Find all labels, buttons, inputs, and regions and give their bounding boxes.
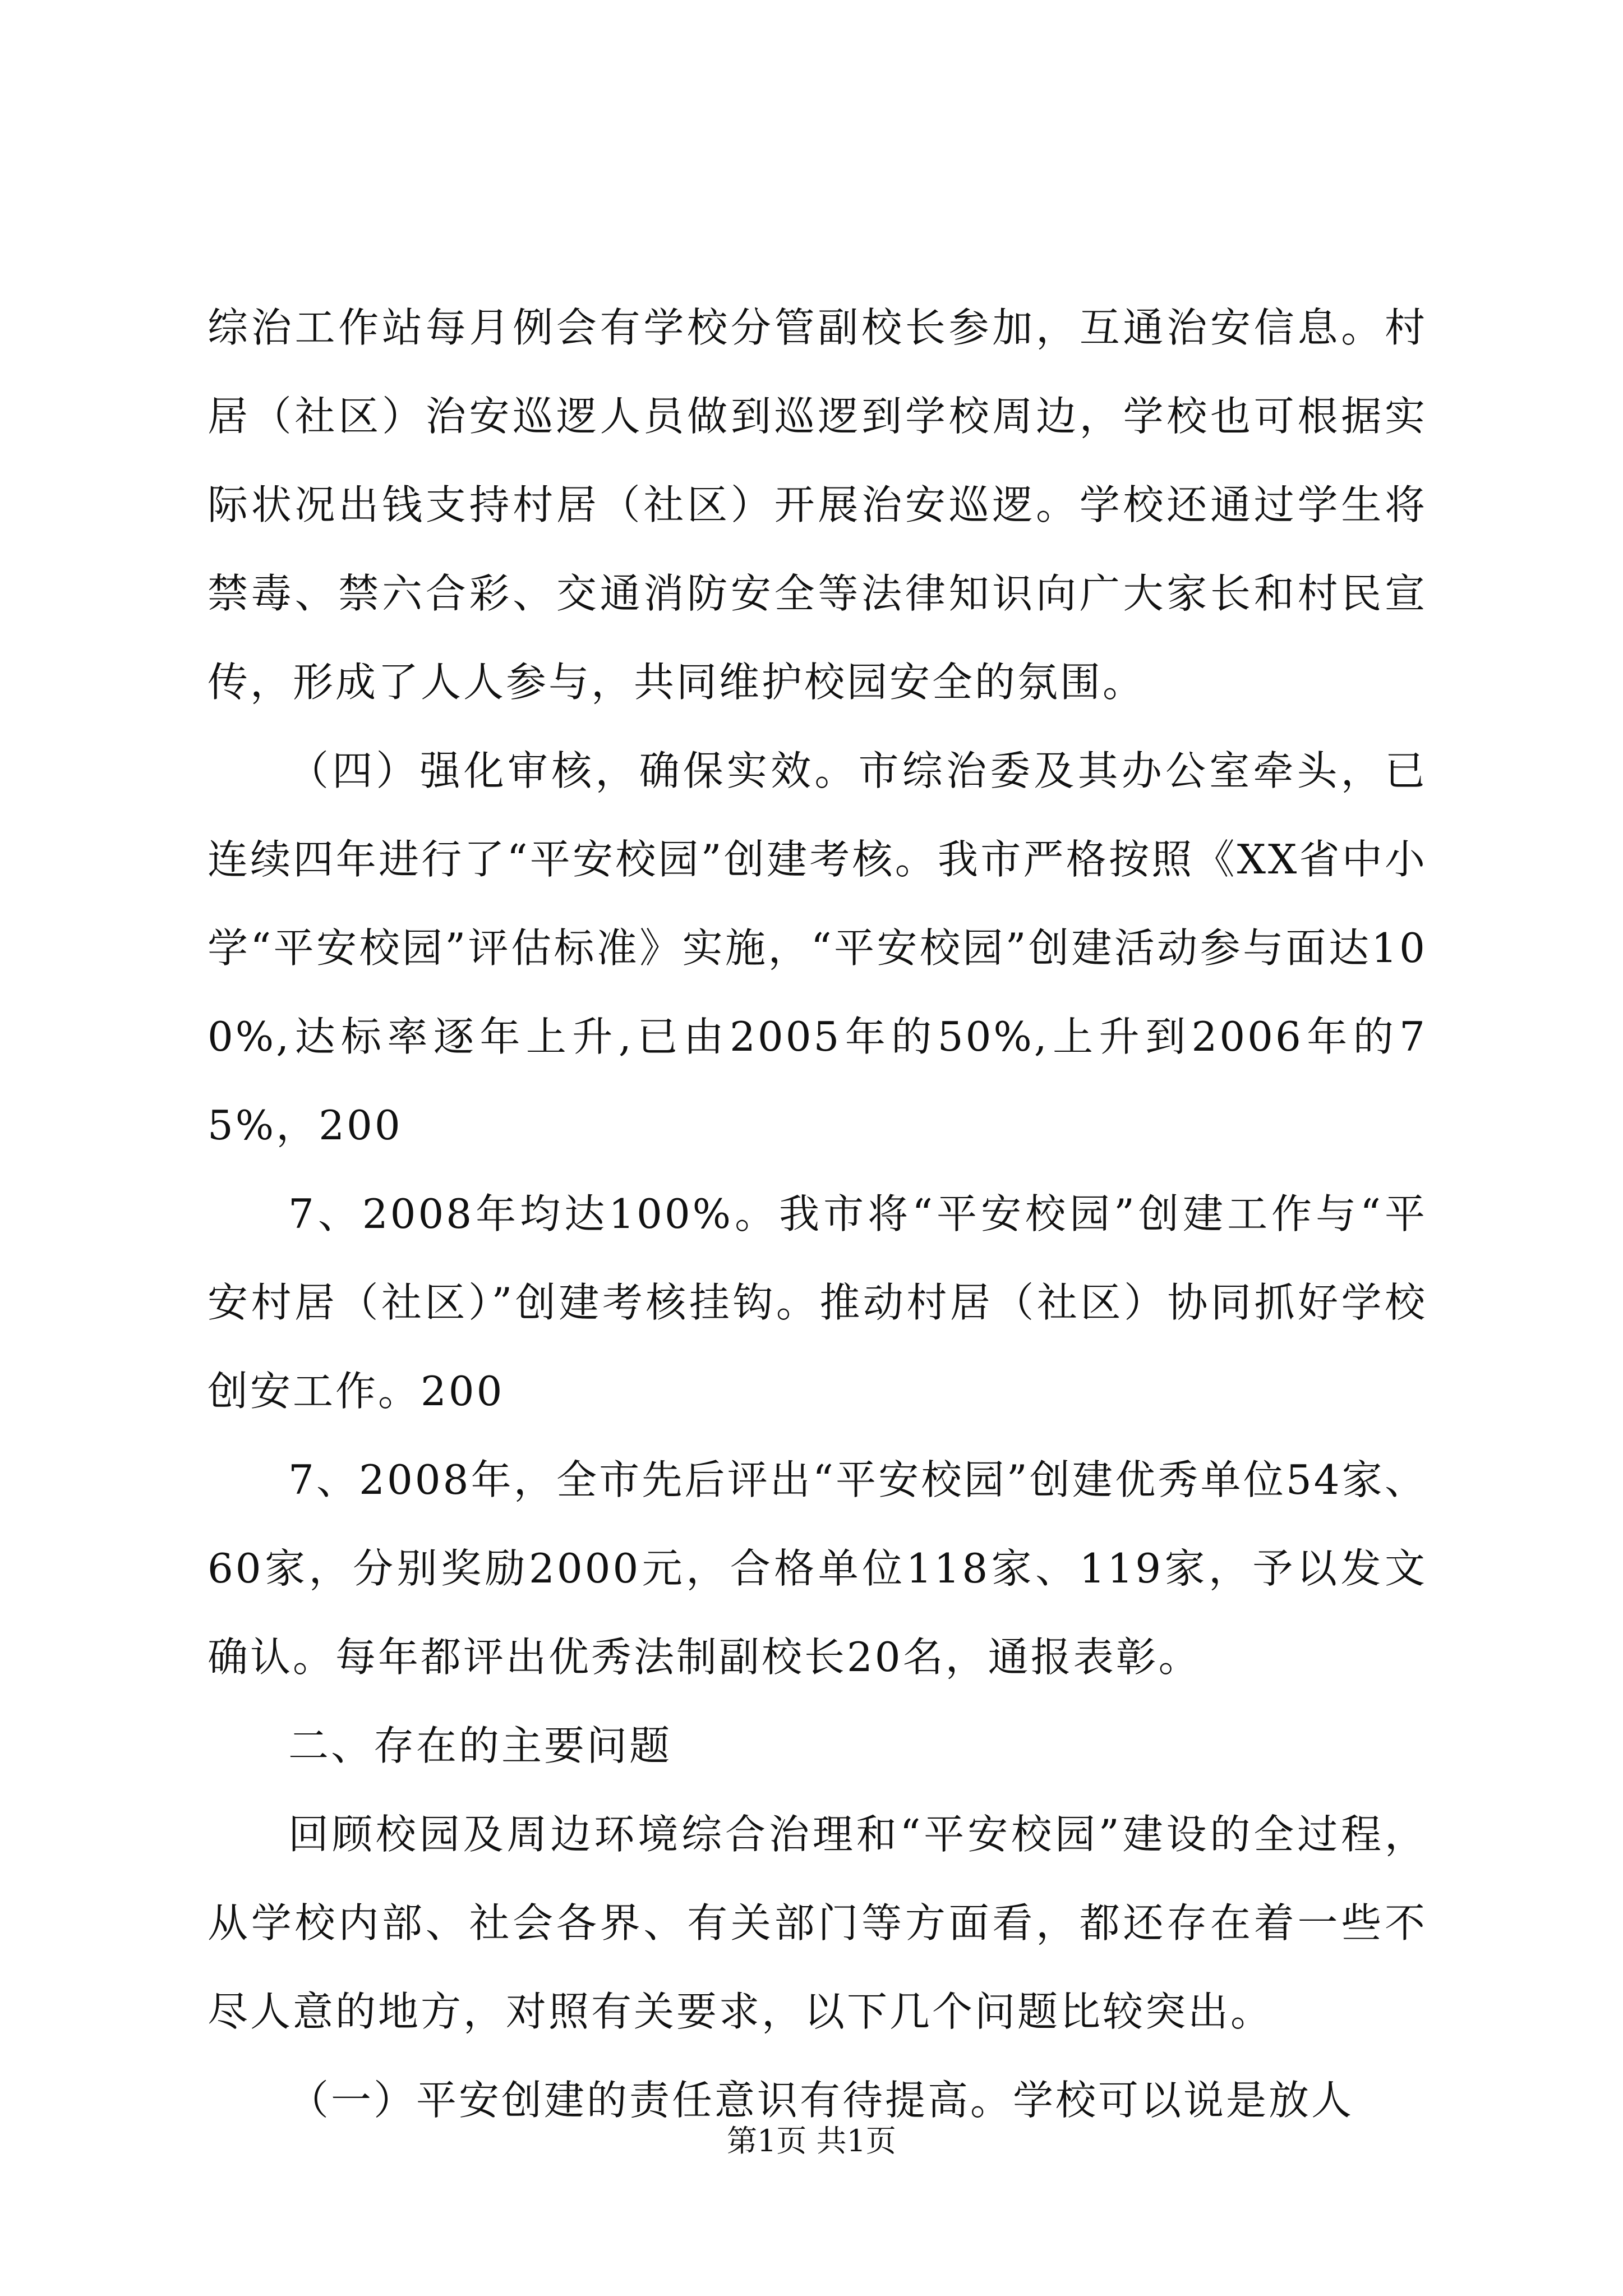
paragraph-3: 7、2008年均达100%。我市将“平安校园”创建工作与“平安村居（社区）”创建考核挂钩。推动村居（社区）协同抓好学校创安工作。200 <box>208 1190 1427 1415</box>
paragraph-4: 7、2008年，全市先后评出“平安校园”创建优秀单位54家、60家，分别奖励2000元，合格单位118家、119家，予以发文确认。每年都评出优秀法制副校长20名，通报表彰。 <box>208 1456 1427 1681</box>
paragraph-5: 回顾校园及周边环境综合治理和“平安校园”建设的全过程，从学校内部、社会各界、有关部门等方面看，都还存在着一些不尽人意的地方，对照有关要求，以下几个问题比较突出。 <box>208 1811 1427 2035</box>
paragraph-6: （一）平安创建的责任意识有待提高。学校可以说是放人 <box>288 2077 1354 2124</box>
section-heading: 二、存在的主要问题 <box>288 1722 672 1769</box>
paragraph-2: （四）强化审核，确保实效。市综治委及其办公室牵头，已连续四年进行了“平安校园”创建考核。我市严格按照《XX省中小学“平安校园”评估标准》实施，“平安校园”创建活动参与面达100%,达标率逐年上升,已由2005年的50%,上升到2006年的75%，200 <box>208 747 1427 1149</box>
page-footer: 第1页 共1页 <box>727 2123 896 2159</box>
document-body <box>208 283 1427 2145</box>
paragraph-1: 综治工作站每月例会有学校分管副校长参加，互通治安信息。村居（社区）治安巡逻人员做到巡逻到学校周边，学校也可根据实际状况出钱支持村居（社区）开展治安巡逻。学校还通过学生将禁毒、禁六合彩、交通消防安全等法律知识向广大家长和村民宣传，形成了人人参与，共同维护校园安全的氛围。 <box>208 304 1427 706</box>
